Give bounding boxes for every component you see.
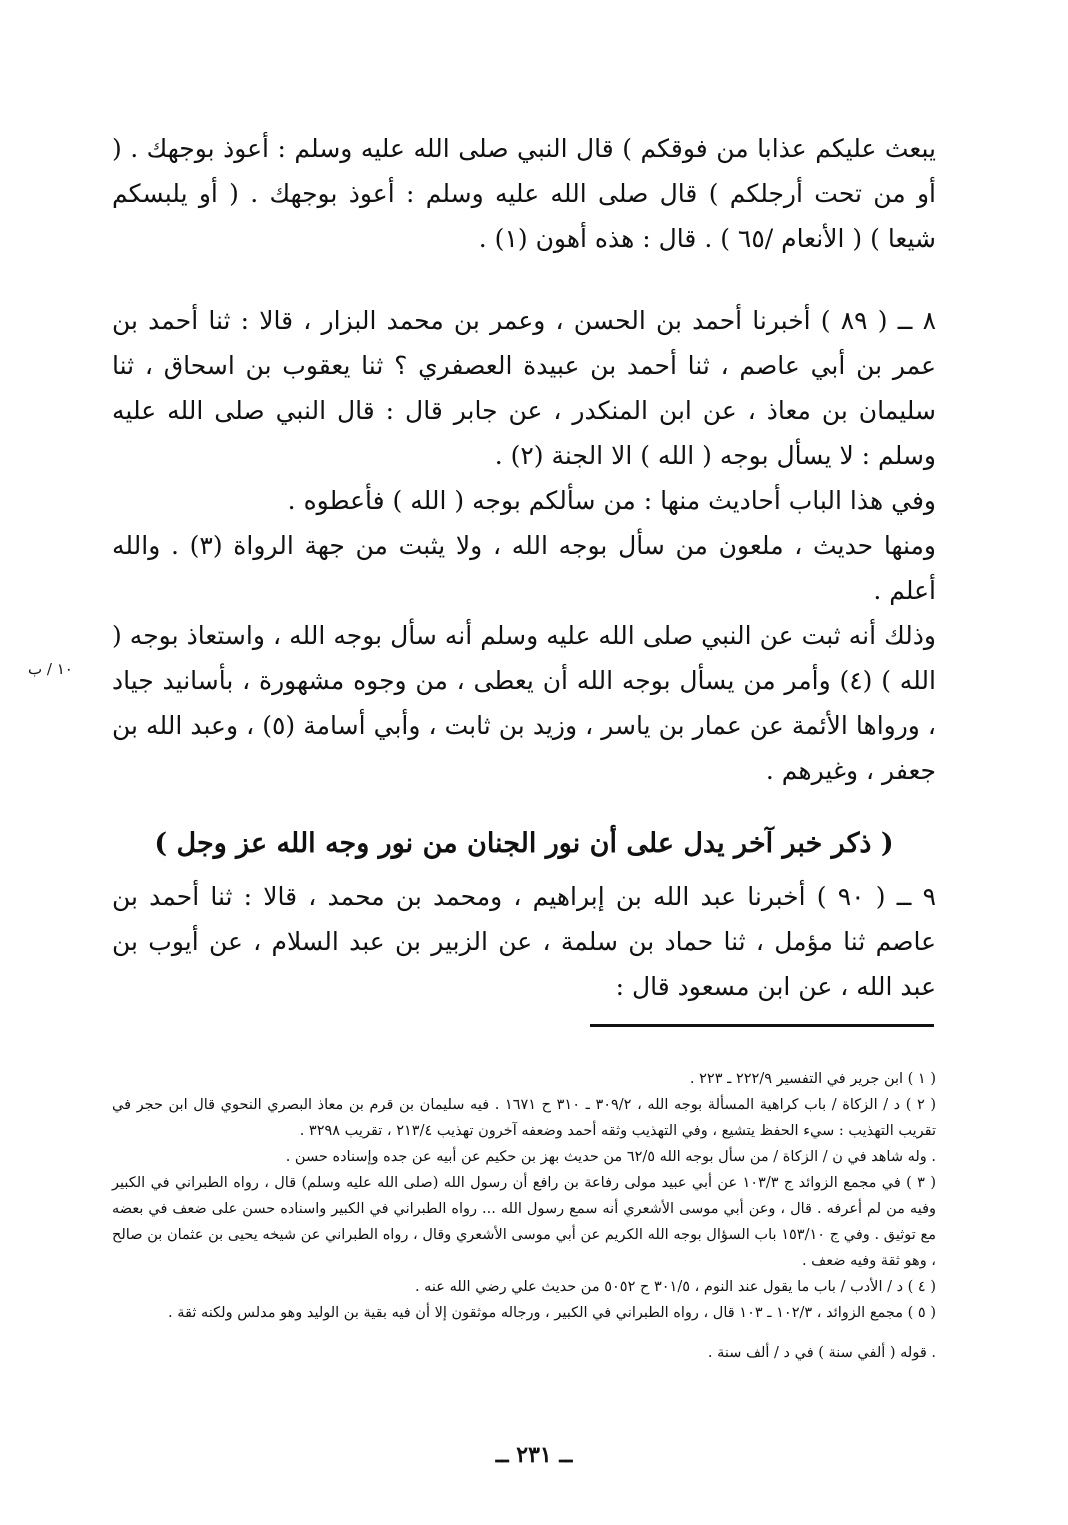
footnote: ( ٤ ) د / الأدب / باب ما يقول عند النوم ، ٣٠١/٥ ح ٥٠٥٢ من حديث علي رضي الله عنه . <box>414 1279 936 1295</box>
footnote-variant-note: . قوله ( ألفي سنة ) في د / ألف سنة . <box>707 1345 936 1361</box>
paragraph: ومنها حديث ، ملعون من سأل بوجه الله ، ولا يثبت من جهة الرواة (٣) . والله أعلم . <box>112 531 936 605</box>
section-heading: ( ذكر خبر آخر يدل على أن نور الجنان من نور وجه الله عز وجل ) <box>154 828 894 859</box>
paragraph: وفي هذا الباب أحاديث منها : من سألكم بوجه ( الله ) فأعطوه . <box>287 486 936 515</box>
body-text-hadith-89 <box>112 298 936 793</box>
footnote: ( ٢ ) د / الزكاة / باب كراهية المسألة بوجه الله ، ٣٠٩/٢ ـ ٣١٠ ح ١٦٧١ . فيه سليمان بن قرم بن معاذ البصري النحوي قال ابن حجر في تقريب التهذيب : سيء الحفظ يتشيع ، وفي التهذيب وثقه أحمد وضعفه آخرون تهذيب ٢١٣/٤ ، تقريب ٣٢٩٨ . <box>112 1097 937 1139</box>
paragraph: ٩ ــ ( ٩٠ ) أخبرنا عبد الله بن إبراهيم ، ومحمد بن محمد ، قالا : ثنا أحمد بن عاصم ثنا مؤمل ، ثنا حماد بن سلمة ، عن الزبير بن عبد السلام ، عن أيوب بن عبد الله ، عن ابن مسعود قال : <box>112 882 936 1001</box>
footnote: ( ١ ) ابن جرير في التفسير ٢٢٢/٩ ـ ٢٢٣ . <box>689 1071 936 1087</box>
footnote-divider <box>590 1024 934 1027</box>
paragraph: ٨ ــ ( ٨٩ ) أخبرنا أحمد بن الحسن ، وعمر بن محمد البزار ، قالا : ثنا أحمد بن عمر بن أبي عاصم ، ثنا أحمد بن عبيدة العصفري ؟ ثنا يعقوب بن اسحاق ، ثنا سليمان بن معاذ ، عن ابن المنكدر ، عن جابر قال : قال النبي صلى الله عليه وسلم : لا يسأل بوجه ( الله ) الا الجنة (٢) . <box>112 306 937 470</box>
body-text-hadith-90 <box>112 874 936 1009</box>
footnote: ( ٥ ) مجمع الزوائد ، ١٠٢/٣ ـ ١٠٣ قال ، رواه الطبراني في الكبير ، ورجاله موثقون إلا أن فيه بقية بن الوليد وهو مدلس ولكنه ثقة . <box>168 1305 936 1321</box>
body-text-top <box>112 126 936 261</box>
paragraph: وذلك أنه ثبت عن النبي صلى الله عليه وسلم أنه سأل بوجه الله ، واستعاذ بوجه ( الله ) (٤) وأمر من يسأل بوجه الله أن يعطى ، من وجوه مشهورة ، بأسانيد جياد ، ورواها الأئمة عن عمار بن ياسر ، وزيد بن ثابت ، وأبي أسامة (٥) ، وعبد الله بن جعفر ، وغيرهم . <box>112 621 937 785</box>
margin-folio-note: ١٠ / ب <box>28 660 73 678</box>
footnote: . وله شاهد في ن / الزكاة / من سأل بوجه الله ٦٢/٥ من حديث بهز بن حكيم عن أبيه عن جده وإسناده حسن . <box>285 1149 936 1165</box>
page-number: ــ ٢٣١ ــ <box>495 1442 573 1468</box>
paragraph: يبعث عليكم عذابا من فوقكم ) قال النبي صلى الله عليه وسلم : أعوذ بوجهك . ( أو من تحت أرجلكم ) قال صلى الله عليه وسلم : أعوذ بوجهك . ( أو يلبسكم شيعا ) ( الأنعام /٦٥ ) . قال : هذه أهون (١) . <box>112 134 936 253</box>
footnote: ( ٣ ) في مجمع الزوائد ج ١٠٣/٣ عن أبي عبيد مولى رفاعة بن رافع أن رسول الله (صلى الله عليه وسلم) قال ، رواه الطبراني في الكبير وفيه من لم أعرفه . قال ، وعن أبي موسى الأشعري أنه سمع رسول الله ... رواه الطبراني في الكبير واسناده حسن على ضعف في بعضه مع توثيق . وفي ج ١٥٣/١٠ باب السؤال بوجه الله الكريم عن أبي موسى الأشعري وقال ، رواه الطبراني عن شيخه يحيى بن عثمان بن صالح ، وهو ثقة وفيه ضعف . <box>112 1175 936 1269</box>
footnotes <box>112 1066 936 1366</box>
